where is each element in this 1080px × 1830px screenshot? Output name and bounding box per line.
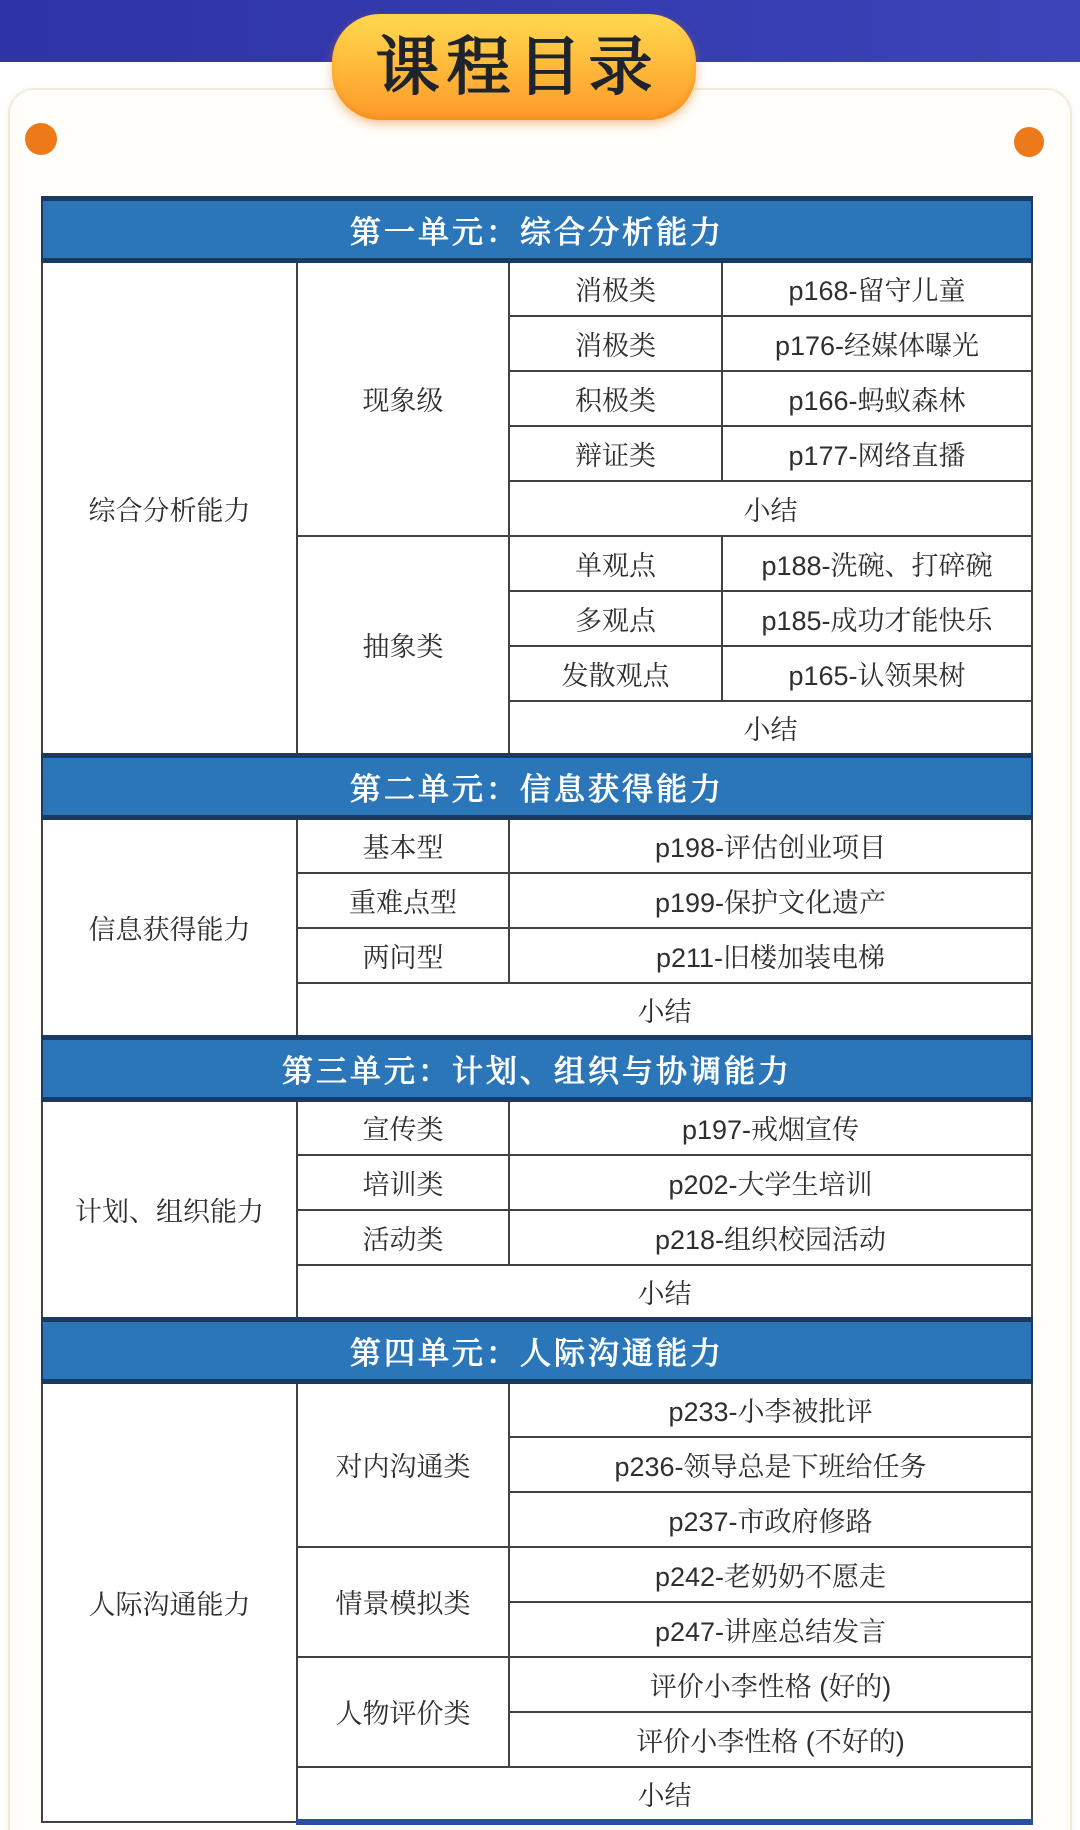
- summary-cell: 小结: [297, 983, 1032, 1038]
- item-cell: p247-讲座总结发言: [509, 1602, 1032, 1657]
- summary-cell: 小结: [297, 1767, 1032, 1822]
- capability-cell: 人际沟通能力: [42, 1382, 297, 1822]
- capability-cell: 信息获得能力: [42, 818, 297, 1038]
- type-cell: 两问型: [297, 928, 509, 983]
- course-catalog-table: [41, 196, 1033, 1825]
- page-title: 课程目录: [375, 31, 660, 103]
- category-cell: 情景模拟类: [297, 1547, 509, 1657]
- item-cell: p188-洗碗、打碎碗: [722, 536, 1032, 591]
- type-cell: 消极类: [509, 316, 722, 371]
- item-cell: p237-市政府修路: [509, 1492, 1032, 1547]
- category-cell: 现象级: [297, 261, 509, 536]
- capability-cell: 综合分析能力: [42, 261, 297, 756]
- right-accent-dot: [1014, 127, 1044, 157]
- item-cell: p185-成功才能快乐: [722, 591, 1032, 646]
- category-cell: 抽象类: [297, 536, 509, 756]
- title-badge: [332, 14, 696, 120]
- left-accent-dot: [25, 123, 57, 155]
- unit-1-header: 第一单元：综合分析能力: [42, 199, 1032, 261]
- item-cell: p242-老奶奶不愿走: [509, 1547, 1032, 1602]
- capability-cell: 计划、组织能力: [42, 1100, 297, 1320]
- item-cell: p211-旧楼加装电梯: [509, 928, 1032, 983]
- item-cell: p233-小李被批评: [509, 1382, 1032, 1437]
- category-cell: 人物评价类: [297, 1657, 509, 1767]
- item-cell: p236-领导总是下班给任务: [509, 1437, 1032, 1492]
- summary-cell: 小结: [509, 481, 1032, 536]
- item-cell: p198-评估创业项目: [509, 818, 1032, 873]
- item-cell: p197-戒烟宣传: [509, 1100, 1032, 1155]
- type-cell: 基本型: [297, 818, 509, 873]
- item-cell: p176-经媒体曝光: [722, 316, 1032, 371]
- item-cell: 评价小李性格 (好的): [509, 1657, 1032, 1712]
- item-cell: p166-蚂蚁森林: [722, 371, 1032, 426]
- type-cell: 单观点: [509, 536, 722, 591]
- item-cell: 评价小李性格 (不好的): [509, 1712, 1032, 1767]
- type-cell: 消极类: [509, 261, 722, 316]
- type-cell: 活动类: [297, 1210, 509, 1265]
- type-cell: 辩证类: [509, 426, 722, 481]
- item-cell: p199-保护文化遗产: [509, 873, 1032, 928]
- summary-cell: 小结: [509, 701, 1032, 756]
- item-cell: p165-认领果树: [722, 646, 1032, 701]
- unit-4-header: 第四单元：人际沟通能力: [42, 1320, 1032, 1382]
- unit-3-header: 第三单元：计划、组织与协调能力: [42, 1038, 1032, 1100]
- summary-cell: 小结: [297, 1265, 1032, 1320]
- type-cell: 培训类: [297, 1155, 509, 1210]
- item-cell: p177-网络直播: [722, 426, 1032, 481]
- type-cell: 积极类: [509, 371, 722, 426]
- item-cell: p218-组织校园活动: [509, 1210, 1032, 1265]
- type-cell: 多观点: [509, 591, 722, 646]
- category-cell: 对内沟通类: [297, 1382, 509, 1547]
- unit-2-header: 第二单元：信息获得能力: [42, 756, 1032, 818]
- type-cell: 重难点型: [297, 873, 509, 928]
- type-cell: 宣传类: [297, 1100, 509, 1155]
- type-cell: 发散观点: [509, 646, 722, 701]
- item-cell: p202-大学生培训: [509, 1155, 1032, 1210]
- item-cell: p168-留守儿童: [722, 261, 1032, 316]
